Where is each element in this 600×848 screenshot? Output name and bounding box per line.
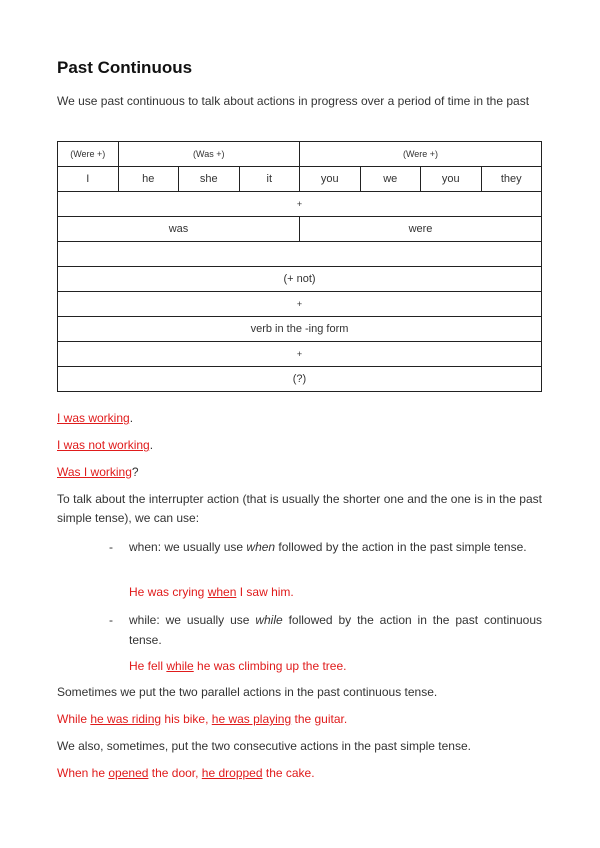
grammar-table	[57, 141, 542, 392]
consecutive-paragraph: We also, sometimes, put the two consecutive actions in the past simple tense.	[57, 739, 471, 753]
pronoun-cell: you	[300, 167, 361, 192]
bullet-while: - while: we usually use while followed by the action in the past continuous tense.	[109, 610, 542, 650]
example-while: He fell while he was climbing up the tree.	[129, 659, 347, 673]
plus-cell: +	[58, 342, 542, 367]
pronoun-cell: you	[421, 167, 482, 192]
header-was-cell: (Was +)	[118, 142, 300, 167]
table-row	[58, 342, 542, 367]
table-row	[58, 192, 542, 217]
negative-cell: (+ not)	[58, 267, 542, 292]
plus-cell: +	[58, 292, 542, 317]
table-row	[58, 167, 542, 192]
aux-was-cell: was	[58, 217, 300, 242]
header-were-plural-cell: (Were +)	[300, 142, 542, 167]
plus-cell: +	[58, 192, 542, 217]
pronoun-cell: I	[58, 167, 119, 192]
empty-cell	[58, 242, 542, 267]
example-when: He was crying when I saw him.	[129, 585, 294, 599]
table-row	[58, 267, 542, 292]
bullet-dash: -	[109, 613, 113, 627]
pronoun-cell: we	[360, 167, 421, 192]
table-row	[58, 317, 542, 342]
bullet-when: - when: we usually use when followed by the action in the past simple tense.	[109, 537, 542, 557]
table-row	[58, 142, 542, 167]
example-question: Was I working?	[57, 465, 139, 479]
table-row	[58, 292, 542, 317]
table-row	[58, 367, 542, 392]
page-title: Past Continuous	[57, 58, 193, 77]
example-consecutive: When he opened the door, he dropped the cake.	[57, 766, 315, 780]
pronoun-cell: it	[239, 167, 300, 192]
interrupter-paragraph: To talk about the interrupter action (that is usually the shorter one and the one is in the past simple tense), we can use:	[57, 492, 542, 525]
verb-form-cell: verb in the -ing form	[58, 317, 542, 342]
pronoun-cell: he	[118, 167, 179, 192]
example-negative: I was not working.	[57, 438, 154, 452]
pronoun-cell: they	[481, 167, 542, 192]
header-were-cell: (Were +)	[58, 142, 119, 167]
intro-paragraph: We use past continuous to talk about actions in progress over a period of time in the past	[57, 94, 530, 108]
example-parallel: While he was riding his bike, he was playing the guitar.	[57, 712, 348, 726]
pronoun-cell: she	[179, 167, 240, 192]
question-cell: (?)	[58, 367, 542, 392]
example-affirmative: I was working.	[57, 411, 134, 425]
aux-were-cell: were	[300, 217, 542, 242]
table-row	[58, 242, 542, 267]
bullet-dash: -	[109, 540, 113, 554]
table-row	[58, 217, 542, 242]
parallel-paragraph: Sometimes we put the two parallel actions in the past continuous tense.	[57, 685, 438, 699]
